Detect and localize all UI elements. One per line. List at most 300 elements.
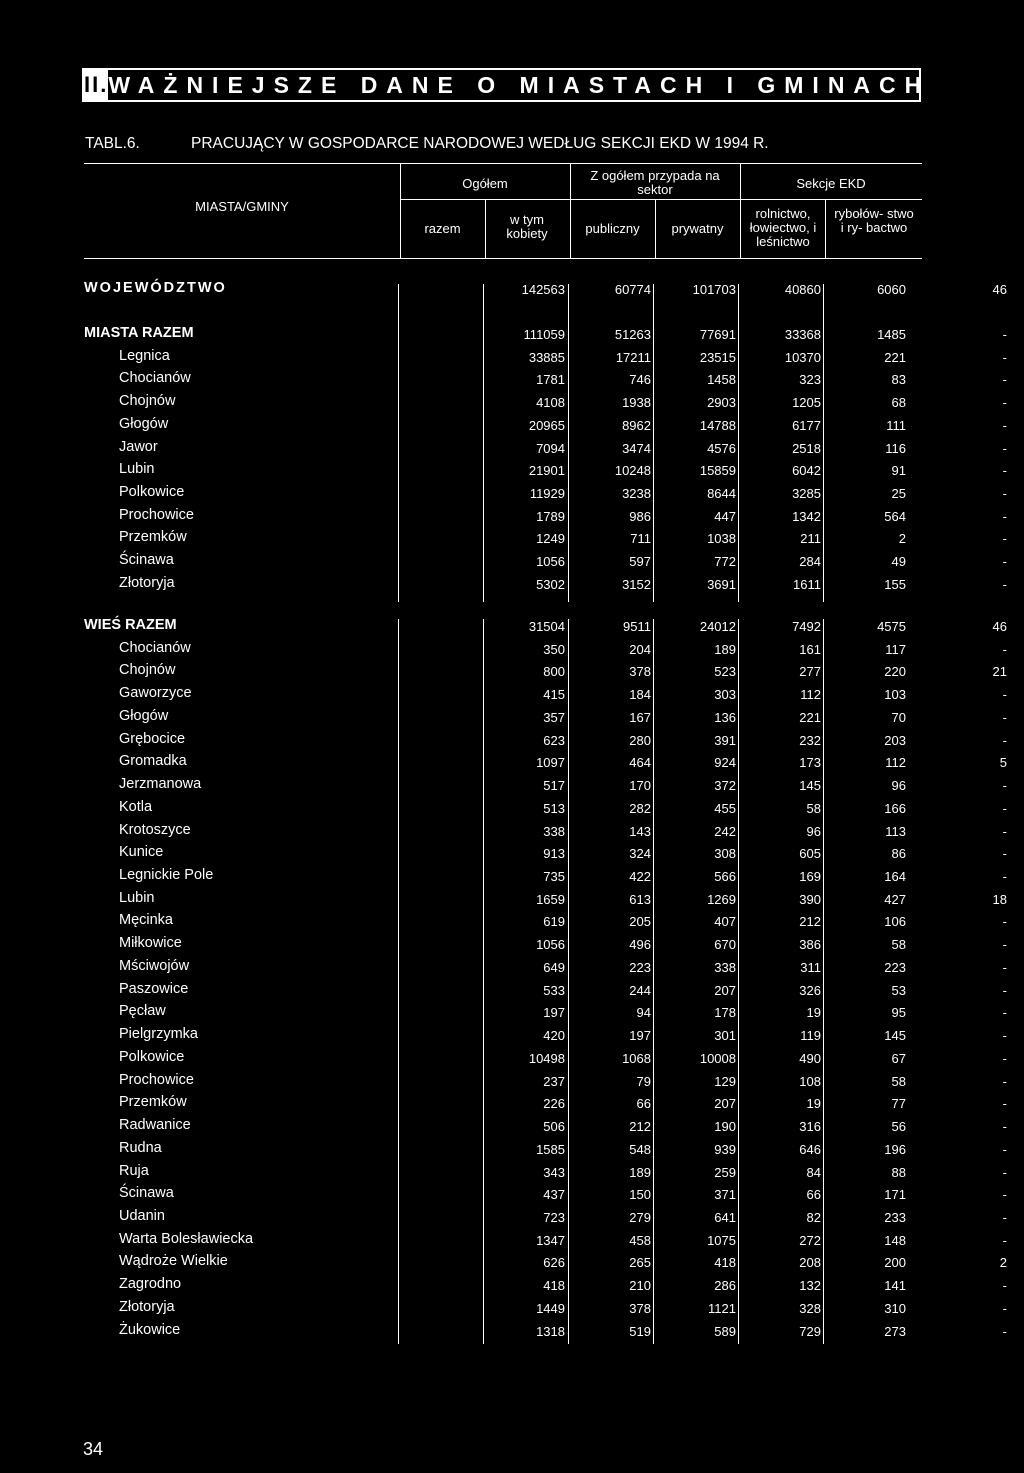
column-rule <box>483 327 484 602</box>
cell-value: - <box>1002 417 1007 433</box>
cell-value: 279 <box>629 1209 651 1225</box>
cell-value: 116 <box>885 440 906 456</box>
cell-value: 211 <box>800 531 821 547</box>
cell-value: 23515 <box>699 349 736 365</box>
cell-value: 1075 <box>707 1232 736 1248</box>
table-caption <box>85 135 769 153</box>
column-rule <box>738 619 739 1344</box>
cell-value: 94 <box>636 1005 651 1021</box>
cell-value: 5302 <box>536 576 565 592</box>
cell-value: 113 <box>885 823 906 839</box>
cell-value: - <box>1002 641 1007 657</box>
cell-value: 203 <box>884 732 906 748</box>
cell-value: 141 <box>884 1278 906 1294</box>
row-name: Gaworzyce <box>119 685 192 702</box>
cell-value: 1938 <box>622 395 651 411</box>
cell-value: 46 <box>992 282 1007 297</box>
row-name: Polkowice <box>119 1048 185 1065</box>
cell-value: 207 <box>714 1096 736 1112</box>
cell-value: 51263 <box>614 327 651 342</box>
cell-value: - <box>1002 485 1007 501</box>
row-name: WOJEWÓDZTWO <box>84 280 227 296</box>
table-row <box>84 552 1007 574</box>
cell-value: 986 <box>629 508 651 524</box>
table-row <box>84 438 1007 461</box>
cell-value: 566 <box>714 869 736 885</box>
cell-value: 746 <box>629 372 651 388</box>
table-row <box>84 821 1007 844</box>
cell-value: 420 <box>543 1028 565 1044</box>
cell-value: 564 <box>884 508 906 524</box>
cell-value: 6060 <box>877 282 906 297</box>
cell-value: 10008 <box>699 1050 736 1066</box>
cell-value: 212 <box>799 914 821 930</box>
cell-value: 729 <box>799 1323 821 1339</box>
row-name: Udanin <box>119 1207 165 1224</box>
cell-value: 67 <box>891 1050 906 1066</box>
table-row <box>84 707 1007 730</box>
cell-value: - <box>1002 914 1007 930</box>
cell-value: 259 <box>714 1164 736 1180</box>
section-banner <box>82 68 931 102</box>
cell-value: 40860 <box>784 282 821 297</box>
cell-value: 517 <box>543 778 565 794</box>
row-name: Chocianów <box>119 370 191 387</box>
table-row <box>84 912 1007 934</box>
cell-value: - <box>1002 1187 1007 1203</box>
column-rule <box>653 619 654 1344</box>
row-name: Przemków <box>119 529 187 546</box>
cell-value: 77691 <box>699 327 736 342</box>
row-name: Legnica <box>119 347 170 364</box>
cell-value: 1485 <box>877 327 906 342</box>
row-name: Lubin <box>119 889 155 906</box>
table-row <box>84 776 1007 798</box>
cell-value: 6177 <box>792 417 821 433</box>
cell-value: 166 <box>884 800 906 816</box>
cell-value: 1342 <box>792 508 821 524</box>
cell-value: 212 <box>629 1119 651 1135</box>
cell-value: 77 <box>891 1096 906 1112</box>
row-name: Ścinawa <box>119 1185 174 1202</box>
cell-value: 1318 <box>536 1323 565 1339</box>
cell-value: 82 <box>806 1209 821 1225</box>
cell-value: 1038 <box>707 531 736 547</box>
table-row <box>84 753 1007 775</box>
cell-value: 328 <box>799 1300 821 1316</box>
cell-value: 1781 <box>536 372 565 388</box>
cell-value: 150 <box>629 1187 651 1203</box>
table-row <box>84 506 1007 529</box>
cell-value: - <box>1002 1005 1007 1021</box>
cell-value: 407 <box>714 914 736 930</box>
row-name: Kunice <box>119 844 164 861</box>
cell-value: 142563 <box>521 282 565 297</box>
cell-value: 2518 <box>792 440 821 456</box>
cell-value: - <box>1002 982 1007 998</box>
cell-value: 735 <box>543 869 565 885</box>
table-row <box>84 685 1007 707</box>
cell-value: 378 <box>629 664 651 680</box>
row-name: Męcinka <box>119 912 173 929</box>
table-number: TABL.6. <box>85 135 140 152</box>
cell-value: 8644 <box>707 485 736 501</box>
row-name: MIASTA RAZEM <box>84 325 194 341</box>
cell-value: 84 <box>806 1164 821 1180</box>
cell-value: 311 <box>800 959 821 975</box>
table-row <box>84 1298 1007 1321</box>
cell-value: - <box>1002 1050 1007 1066</box>
cell-value: 1347 <box>536 1232 565 1248</box>
cell-value: 308 <box>714 846 736 862</box>
header-kobiety: w tym kobiety <box>506 212 548 241</box>
cell-value: 496 <box>629 937 651 953</box>
row-name: Głogów <box>119 707 169 724</box>
cell-value: 386 <box>799 937 821 953</box>
cell-value: 324 <box>629 846 651 862</box>
cell-value: 58 <box>806 800 821 816</box>
row-name: Rudna <box>119 1139 162 1156</box>
cell-value: - <box>1002 1141 1007 1157</box>
cell-value: 422 <box>629 869 651 885</box>
cell-value: 18 <box>992 891 1007 907</box>
cell-value: 25 <box>891 485 906 501</box>
cell-value: 418 <box>714 1255 736 1271</box>
cell-value: 711 <box>630 531 651 547</box>
cell-value: 1056 <box>536 937 565 953</box>
cell-value: 148 <box>884 1232 906 1248</box>
cell-value: 46 <box>992 619 1007 634</box>
cell-value: 95 <box>891 1005 906 1021</box>
row-name: Gromadka <box>119 753 187 770</box>
cell-value: 56 <box>891 1119 906 1135</box>
cell-value: 223 <box>884 959 906 975</box>
cell-value: 178 <box>714 1005 736 1021</box>
table-row <box>84 1253 1007 1275</box>
cell-value: 167 <box>629 709 651 725</box>
cell-value: 273 <box>884 1323 906 1339</box>
row-name: Mściwojów <box>119 957 190 974</box>
cell-value: 15859 <box>699 463 736 479</box>
table-row <box>84 957 1007 980</box>
cell-value: - <box>1002 1232 1007 1248</box>
cell-value: 2 <box>999 1255 1007 1271</box>
cell-value: 1205 <box>792 395 821 411</box>
cell-value: 7094 <box>536 440 565 456</box>
cell-value: 391 <box>714 732 736 748</box>
row-name: Pęcław <box>119 1003 166 1020</box>
cell-value: 24012 <box>699 619 736 634</box>
row-name: Jawor <box>119 438 158 455</box>
cell-value: - <box>1002 1278 1007 1294</box>
table-row <box>84 662 1007 684</box>
cell-value: 1449 <box>536 1300 565 1316</box>
cell-value: 519 <box>629 1323 651 1339</box>
cell-value: 10498 <box>528 1050 565 1066</box>
cell-value: - <box>1002 1300 1007 1316</box>
header-divider <box>570 163 571 259</box>
column-rule <box>398 327 399 602</box>
cell-value: 4575 <box>877 619 906 634</box>
row-name: Prochowice <box>119 506 194 523</box>
cell-value: - <box>1002 959 1007 975</box>
column-rule <box>823 619 824 1344</box>
cell-value: 4576 <box>707 440 736 456</box>
cell-value: 523 <box>714 664 736 680</box>
cell-value: 242 <box>714 823 736 839</box>
cell-value: - <box>1002 846 1007 862</box>
header-sektor: Z ogółem przypada na sektor <box>590 168 720 197</box>
cell-value: 136 <box>714 709 736 725</box>
row-name: Legnickie Pole <box>119 867 214 884</box>
cell-value: 58 <box>891 1073 906 1089</box>
cell-value: - <box>1002 327 1007 342</box>
cell-value: 3285 <box>792 485 821 501</box>
row-name: Jerzmanowa <box>119 776 202 793</box>
cell-value: 2903 <box>707 395 736 411</box>
cell-value: 316 <box>799 1119 821 1135</box>
row-name: Zagrodno <box>119 1276 182 1293</box>
table-row <box>84 1003 1007 1025</box>
cell-value: 626 <box>543 1255 565 1271</box>
table-row <box>84 393 1007 415</box>
cell-value: 233 <box>884 1209 906 1225</box>
row-name: Przemków <box>119 1094 187 1111</box>
cell-value: - <box>1002 554 1007 569</box>
cell-value: - <box>1002 1323 1007 1339</box>
cell-value: 33885 <box>528 349 565 365</box>
cell-value: 106 <box>884 914 906 930</box>
section-number: II. <box>84 70 108 100</box>
cell-value: 8962 <box>622 417 651 433</box>
cell-value: 226 <box>543 1096 565 1112</box>
row-name: Polkowice <box>119 483 185 500</box>
cell-value: 3152 <box>622 576 651 592</box>
cell-value: 548 <box>629 1141 651 1157</box>
column-rule <box>398 619 399 1344</box>
table-title: PRACUJĄCY W GOSPODARCE NARODOWEJ WEDŁUG SEKCJI EKD W 1994 R. <box>191 135 769 152</box>
cell-value: 111 <box>886 417 906 433</box>
header-sub-rule <box>400 199 922 200</box>
cell-value: 220 <box>884 664 906 680</box>
cell-value: 221 <box>799 709 821 725</box>
cell-value: 221 <box>884 349 906 365</box>
cell-value: 1611 <box>793 576 821 592</box>
cell-value: 623 <box>543 732 565 748</box>
cell-value: 3474 <box>622 440 651 456</box>
cell-value: 641 <box>714 1209 736 1225</box>
cell-value: 14788 <box>699 417 736 433</box>
column-rule <box>653 327 654 602</box>
row-name: Warta Bolesławiecka <box>119 1230 254 1247</box>
cell-value: 155 <box>884 576 906 592</box>
cell-value: 1269 <box>707 891 736 907</box>
cell-value: 589 <box>714 1323 736 1339</box>
header-top-rule <box>84 163 922 164</box>
cell-value: 60774 <box>614 282 651 297</box>
cell-value: - <box>1002 937 1007 953</box>
row-name: Lubin <box>119 461 155 478</box>
cell-value: 111059 <box>523 327 565 342</box>
column-rule <box>483 619 484 1344</box>
cell-value: 119 <box>800 1028 821 1044</box>
cell-value: 145 <box>884 1028 906 1044</box>
cell-value: 427 <box>884 891 906 907</box>
cell-value: 437 <box>543 1187 565 1203</box>
column-rule <box>738 327 739 602</box>
cell-value: - <box>1002 732 1007 748</box>
cell-value: 91 <box>891 463 906 479</box>
cell-value: 1659 <box>536 891 565 907</box>
cell-value: 223 <box>629 959 651 975</box>
cell-value: 913 <box>543 846 565 862</box>
header-prywatny: prywatny <box>671 221 724 236</box>
row-name: Chocianów <box>119 639 191 656</box>
cell-value: 196 <box>884 1141 906 1157</box>
cell-value: 1097 <box>536 755 565 771</box>
header-publiczny: publiczny <box>585 221 640 236</box>
cell-value: 20965 <box>528 417 565 433</box>
header-rolnictwo: rolnictwo, łowiectwo, i leśnictwo <box>749 206 817 249</box>
table-row <box>84 1117 1007 1139</box>
cell-value: 19 <box>806 1096 821 1112</box>
cell-value: - <box>1002 709 1007 725</box>
column-rule <box>568 327 569 602</box>
cell-value: 1056 <box>536 554 565 569</box>
table-row <box>84 889 1007 912</box>
cell-value: 33368 <box>784 327 821 342</box>
row-name: Kotla <box>119 798 153 815</box>
cell-value: 7492 <box>792 619 821 634</box>
cell-value: - <box>1002 372 1007 388</box>
cell-value: 17211 <box>615 349 651 365</box>
header-ogolem: Ogółem <box>462 176 508 191</box>
table-row <box>84 980 1007 1003</box>
cell-value: - <box>1002 1119 1007 1135</box>
cell-value: 619 <box>543 914 565 930</box>
cell-value: - <box>1002 778 1007 794</box>
cell-value: 338 <box>714 959 736 975</box>
table-row <box>84 1230 1007 1253</box>
cell-value: 171 <box>884 1187 906 1203</box>
cell-value: 323 <box>799 372 821 388</box>
cell-value: - <box>1002 508 1007 524</box>
cell-value: 204 <box>629 641 651 657</box>
cell-value: 208 <box>799 1255 821 1271</box>
table-row <box>84 1185 1007 1207</box>
cell-value: 79 <box>636 1073 651 1089</box>
table-row <box>84 461 1007 483</box>
cell-value: 280 <box>629 732 651 748</box>
table-row <box>84 867 1007 889</box>
cell-value: - <box>1002 800 1007 816</box>
table-row <box>84 1276 1007 1298</box>
cell-value: 303 <box>714 687 736 703</box>
cell-value: 310 <box>884 1300 906 1316</box>
cell-value: 447 <box>714 508 736 524</box>
cell-value: 464 <box>629 755 651 771</box>
cell-value: 455 <box>714 800 736 816</box>
row-name: Głogów <box>119 415 169 432</box>
column-rule <box>568 619 569 1344</box>
cell-value: 282 <box>629 800 651 816</box>
cell-value: 265 <box>629 1255 651 1271</box>
cell-value: 418 <box>543 1278 565 1294</box>
cell-value: 286 <box>714 1278 736 1294</box>
cell-value: 164 <box>884 869 906 885</box>
table-row <box>84 617 1007 639</box>
cell-value: 939 <box>714 1141 736 1157</box>
cell-value: 378 <box>629 1300 651 1316</box>
table-row <box>84 639 1007 662</box>
cell-value: 21 <box>992 664 1007 680</box>
cell-value: 173 <box>799 755 821 771</box>
cell-value: 96 <box>891 778 906 794</box>
row-name: Radwanice <box>119 1117 191 1134</box>
section-title: WAŻNIEJSZE DANE O MIASTACH I GMINACH <box>108 71 931 98</box>
table-row <box>84 574 1007 597</box>
cell-value: 184 <box>629 687 651 703</box>
table-row <box>84 325 1007 347</box>
cell-value: - <box>1002 531 1007 547</box>
table-row <box>84 1026 1007 1048</box>
cell-value: 5 <box>999 755 1007 771</box>
table-row <box>84 935 1007 957</box>
cell-value: - <box>1002 1164 1007 1180</box>
cell-value: 1249 <box>536 531 565 547</box>
cell-value: 800 <box>543 664 565 680</box>
cell-value: 53 <box>891 982 906 998</box>
cell-value: - <box>1002 869 1007 885</box>
cell-value: 2 <box>898 531 906 547</box>
cell-value: - <box>1002 823 1007 839</box>
cell-value: 200 <box>884 1255 906 1271</box>
table-row <box>84 370 1007 392</box>
cell-value: 210 <box>629 1278 651 1294</box>
cell-value: 1789 <box>536 508 565 524</box>
cell-value: 458 <box>629 1232 651 1248</box>
table-row <box>84 1094 1007 1116</box>
table-row <box>84 1071 1007 1094</box>
cell-value: - <box>1002 395 1007 411</box>
cell-value: 1121 <box>708 1300 736 1316</box>
header-razem: razem <box>424 221 461 236</box>
cell-value: 490 <box>799 1050 821 1066</box>
cell-value: 372 <box>714 778 736 794</box>
row-name: Chojnów <box>119 393 176 410</box>
cell-value: - <box>1002 440 1007 456</box>
row-name: WIEŚ RAZEM <box>84 617 177 633</box>
table-row <box>84 280 1007 302</box>
cell-value: 1068 <box>622 1050 651 1066</box>
cell-value: 108 <box>799 1073 821 1089</box>
cell-value: 1585 <box>536 1141 565 1157</box>
cell-value: 338 <box>543 823 565 839</box>
cell-value: 129 <box>714 1073 736 1089</box>
cell-value: - <box>1002 349 1007 365</box>
cell-value: 112 <box>885 755 906 771</box>
header-stub: MIASTA/GMINY <box>195 199 289 214</box>
cell-value: 66 <box>806 1187 821 1203</box>
cell-value: 597 <box>629 554 651 569</box>
row-name: Paszowice <box>119 980 189 997</box>
cell-value: 506 <box>543 1119 565 1135</box>
cell-value: 326 <box>799 982 821 998</box>
cell-value: 613 <box>629 891 651 907</box>
cell-value: 103 <box>884 687 906 703</box>
cell-value: 301 <box>714 1028 736 1044</box>
cell-value: 605 <box>799 846 821 862</box>
